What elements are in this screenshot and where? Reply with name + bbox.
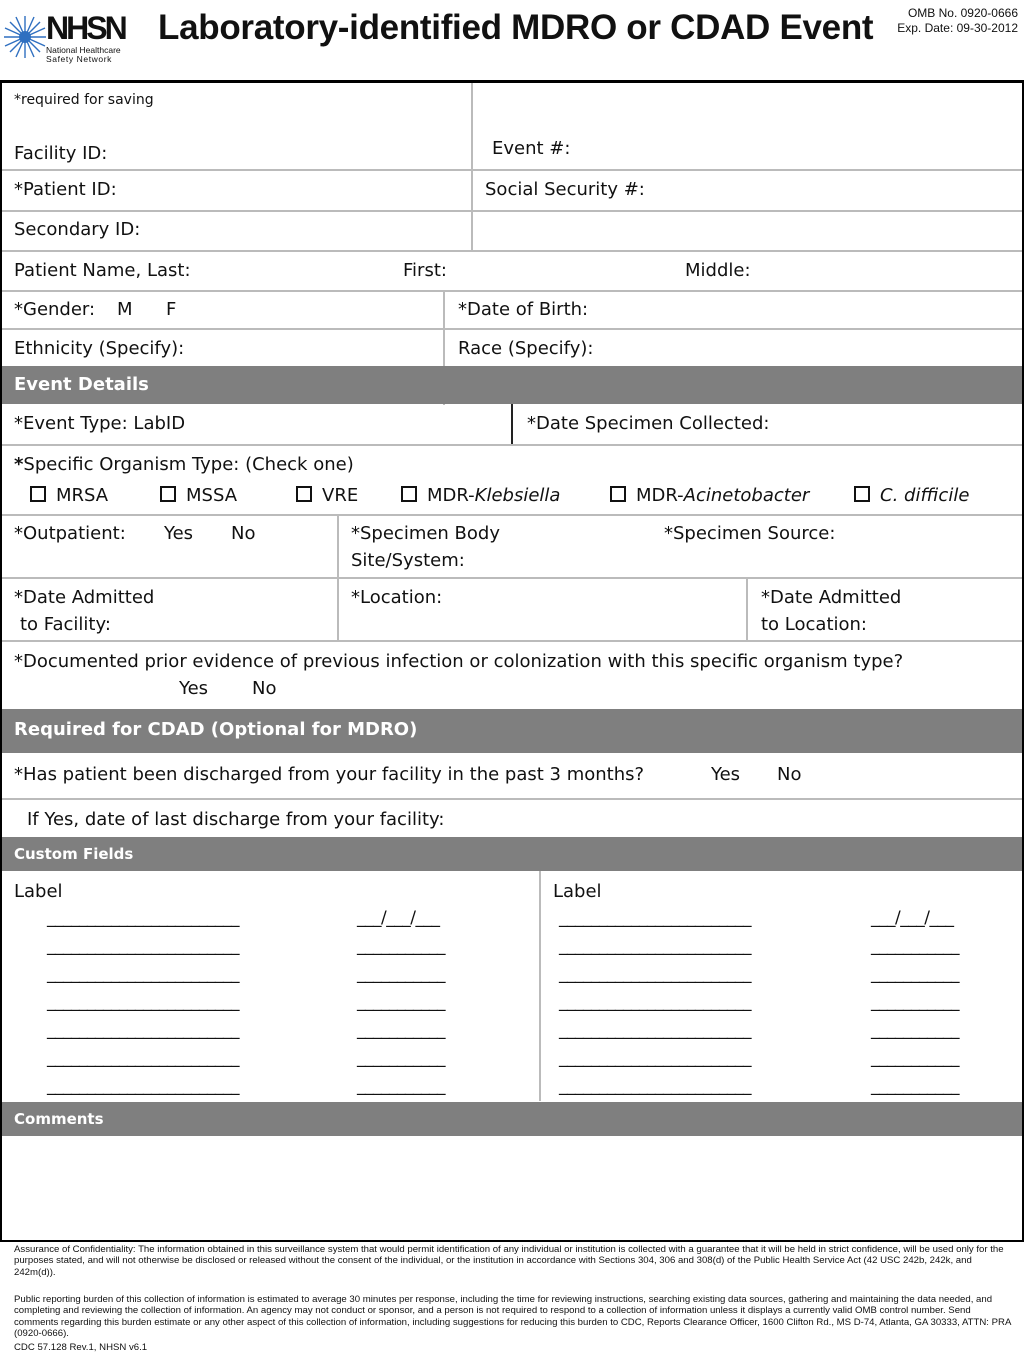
- organism-option-label: MDR-: [636, 485, 684, 506]
- facility-id-field[interactable]: Facility ID:: [14, 143, 108, 164]
- custom-field-label-line[interactable]: ________________________: [47, 1020, 239, 1040]
- custom-field-label-line[interactable]: ________________________: [559, 992, 751, 1012]
- prior-evidence-question: *Documented prior evidence of previous infection or colonization with this specific organism type?: [14, 651, 904, 672]
- date-admitted-facility-field[interactable]: to Facility:: [20, 614, 111, 635]
- custom-field-value-line[interactable]: ___________: [357, 992, 445, 1012]
- divider: [2, 250, 1022, 252]
- organism-option-italic: C. difficile: [880, 485, 970, 506]
- custom-field-label-line[interactable]: ________________________: [559, 908, 751, 928]
- discharged-yes-option[interactable]: Yes: [711, 764, 741, 785]
- comments-band: [2, 1102, 1022, 1136]
- expiration-date: Exp. Date: 09-30-2012: [897, 21, 1018, 35]
- custom-field-label-line[interactable]: ________________________: [559, 964, 751, 984]
- organism-option-mssa[interactable]: [160, 485, 237, 506]
- custom-field-value-line[interactable]: ___________: [871, 992, 959, 1012]
- custom-field-value-line[interactable]: ___________: [871, 1048, 959, 1068]
- custom-field-value-line[interactable]: ___________: [871, 936, 959, 956]
- custom-field-value-line[interactable]: ___________: [357, 936, 445, 956]
- event-details-band: [2, 366, 1022, 404]
- custom-field-value-line[interactable]: ___________: [357, 1048, 445, 1068]
- date-specimen-collected-field[interactable]: *Date Specimen Collected:: [527, 413, 770, 434]
- date-of-birth-field[interactable]: *Date of Birth:: [458, 299, 589, 320]
- specimen-body-site-label: *Specimen Body: [351, 523, 501, 544]
- checkbox-icon[interactable]: [401, 486, 417, 502]
- patient-id-field[interactable]: *Patient ID:: [14, 179, 117, 200]
- checkbox-icon[interactable]: [160, 486, 176, 502]
- ssn-field[interactable]: Social Security #:: [485, 179, 645, 200]
- custom-field-label-line[interactable]: ________________________: [47, 1048, 239, 1068]
- checkbox-icon[interactable]: [610, 486, 626, 502]
- divider: [471, 83, 473, 251]
- custom-field-value-line[interactable]: ___________: [871, 964, 959, 984]
- prior-evidence-no-option[interactable]: No: [252, 678, 277, 699]
- organism-option-vre[interactable]: [296, 485, 358, 506]
- divider: [2, 169, 1022, 171]
- required-asterisk: *: [14, 454, 24, 475]
- divider: [2, 444, 1022, 446]
- form-body: [0, 80, 1024, 1242]
- gender-label: *Gender:: [14, 299, 96, 320]
- gender-option-m[interactable]: M: [117, 299, 133, 320]
- divider: [2, 514, 1022, 516]
- checkbox-icon[interactable]: [854, 486, 870, 502]
- custom-field-value-line[interactable]: ___________: [357, 964, 445, 984]
- secondary-id-field[interactable]: Secondary ID:: [14, 219, 141, 240]
- custom-field-label-line[interactable]: ________________________: [559, 936, 751, 956]
- divider: [2, 798, 1022, 800]
- custom-label-right: Label: [553, 881, 602, 902]
- section-heading-cdad: Required for CDAD (Optional for MDRO): [14, 719, 418, 740]
- divider: [2, 328, 1022, 330]
- custom-field-label-line[interactable]: ________________________: [559, 1048, 751, 1068]
- outpatient-label: *Outpatient:: [14, 523, 126, 544]
- checkbox-icon[interactable]: [30, 486, 46, 502]
- confidentiality-statement: Assurance of Confidentiality: The information obtained in this surveillance system that would permit identification of any individual or institution is collected with a guarantee that it will be held in strict confidence, will be used only for the purposes stated, and will not otherwise be disclosed or released without the consent of the individual, or the institution in accordance with Sections 304, 306 and 308(d) of the Public Health Service Act (42 USC 242b, 242k, and 242m(d)).: [14, 1244, 1004, 1278]
- organism-option-label: MRSA: [56, 485, 109, 506]
- section-heading-event-details: Event Details: [14, 374, 149, 395]
- custom-field-value-line[interactable]: ___________: [357, 1076, 445, 1096]
- section-heading-custom-fields: Custom Fields: [14, 845, 134, 863]
- specimen-source-field[interactable]: *Specimen Source:: [664, 523, 836, 544]
- custom-field-label-line[interactable]: ________________________: [559, 1020, 751, 1040]
- custom-field-date-line[interactable]: ___/___/___: [871, 908, 954, 928]
- divider: [539, 871, 541, 1101]
- custom-field-label-line[interactable]: ________________________: [47, 1076, 239, 1096]
- section-heading-comments: Comments: [14, 1110, 104, 1128]
- nhsn-logo: [2, 8, 132, 62]
- custom-field-value-line[interactable]: ___________: [871, 1020, 959, 1040]
- custom-field-value-line[interactable]: ___________: [357, 1020, 445, 1040]
- burden-statement: Public reporting burden of this collection of information is estimated to average 30 minutes per response, including the time for reviewing instructions, searching existing data sources, gathering and maintaining the data needed, and completing and reviewing the collection of information. An agency may not conduct or sponsor, and a person is not required to respond to a collection of information unless it displays a currently valid OMB control number. Send comments regarding this burden estimate or any other aspect of this collection of information, including suggestions for reducing this burden to CDC, Reports Clearance Officer, 1600 Clifton Rd., MS D-74, Atlanta, GA 30333, ATTN: PRA (0920-0666).: [14, 1294, 1011, 1339]
- custom-field-date-line[interactable]: ___/___/___: [357, 908, 440, 928]
- custom-field-value-line[interactable]: ___________: [871, 1076, 959, 1096]
- divider: [2, 577, 1022, 579]
- event-number-field[interactable]: Event #:: [492, 138, 571, 159]
- organism-option-mdr-acinetobacter[interactable]: [610, 485, 809, 506]
- event-type-field: *Event Type: LabID: [14, 413, 186, 434]
- last-discharge-date-field[interactable]: If Yes, date of last discharge from your facility:: [27, 809, 445, 830]
- custom-field-label-line[interactable]: ________________________: [47, 964, 239, 984]
- divider: [2, 290, 1022, 292]
- custom-field-label-line[interactable]: ________________________: [559, 1076, 751, 1096]
- patient-middle-name-field[interactable]: Middle:: [685, 260, 751, 281]
- required-note: *required for saving: [14, 92, 154, 108]
- race-field[interactable]: Race (Specify):: [458, 338, 594, 359]
- custom-label-left: Label: [14, 881, 63, 902]
- location-field[interactable]: *Location:: [351, 587, 443, 608]
- date-admitted-location-label: *Date Admitted: [761, 587, 902, 608]
- organism-option-label: VRE: [322, 485, 359, 506]
- divider: [2, 210, 1022, 212]
- organism-option-label: MDR-: [427, 485, 475, 506]
- custom-field-label-line[interactable]: ________________________: [47, 936, 239, 956]
- specimen-body-site-field[interactable]: Site/System:: [351, 550, 465, 571]
- organism-option-label: MSSA: [186, 485, 238, 506]
- organism-option-mrsa[interactable]: [30, 485, 108, 506]
- omb-info: [897, 6, 1018, 36]
- ethnicity-field[interactable]: Ethnicity (Specify):: [14, 338, 185, 359]
- checkbox-icon[interactable]: [296, 486, 312, 502]
- cdad-band: [2, 709, 1022, 753]
- discharged-question: *Has patient been discharged from your facility in the past 3 months?: [14, 764, 645, 785]
- logo-subtitle-line2: Safety Network: [46, 54, 113, 64]
- logo-wordmark: NHSN: [46, 10, 125, 46]
- omb-number: OMB No. 0920-0666: [907, 6, 1018, 20]
- prior-evidence-yes-option[interactable]: Yes: [179, 678, 209, 699]
- organism-type-text: Specific Organism Type: (Check one): [23, 454, 354, 475]
- logo-subtitle-line1: National Healthcare: [46, 45, 121, 55]
- divider: [511, 404, 513, 444]
- custom-field-label-line[interactable]: ________________________: [47, 908, 239, 928]
- date-admitted-facility-label: *Date Admitted: [14, 587, 155, 608]
- gender-option-f[interactable]: F: [166, 299, 177, 320]
- organism-option-italic: Acinetobacter: [683, 485, 810, 506]
- outpatient-yes-option[interactable]: Yes: [164, 523, 194, 544]
- form-identifier: CDC 57.128 Rev.1, NHSN v6.1: [14, 1342, 148, 1353]
- patient-last-name-field[interactable]: Patient Name, Last:: [14, 260, 191, 281]
- outpatient-no-option[interactable]: No: [231, 523, 256, 544]
- date-admitted-location-field[interactable]: to Location:: [761, 614, 867, 635]
- organism-option-italic: Klebsiella: [474, 485, 561, 506]
- logo-subtitle: [46, 46, 121, 64]
- organism-option-c-difficile[interactable]: [854, 485, 969, 506]
- custom-field-label-line[interactable]: ________________________: [47, 992, 239, 1012]
- organism-type-label: [14, 454, 354, 475]
- form-title: Laboratory-identified MDRO or CDAD Event: [158, 8, 874, 47]
- patient-first-name-field[interactable]: First:: [403, 260, 447, 281]
- divider: [746, 577, 748, 641]
- divider: [2, 640, 1022, 642]
- discharged-no-option[interactable]: No: [777, 764, 802, 785]
- organism-option-mdr-klebsiella[interactable]: [401, 485, 560, 506]
- comments-field[interactable]: [2, 1136, 1022, 1236]
- custom-fields-band: [2, 837, 1022, 871]
- star-burst-icon: [2, 14, 48, 60]
